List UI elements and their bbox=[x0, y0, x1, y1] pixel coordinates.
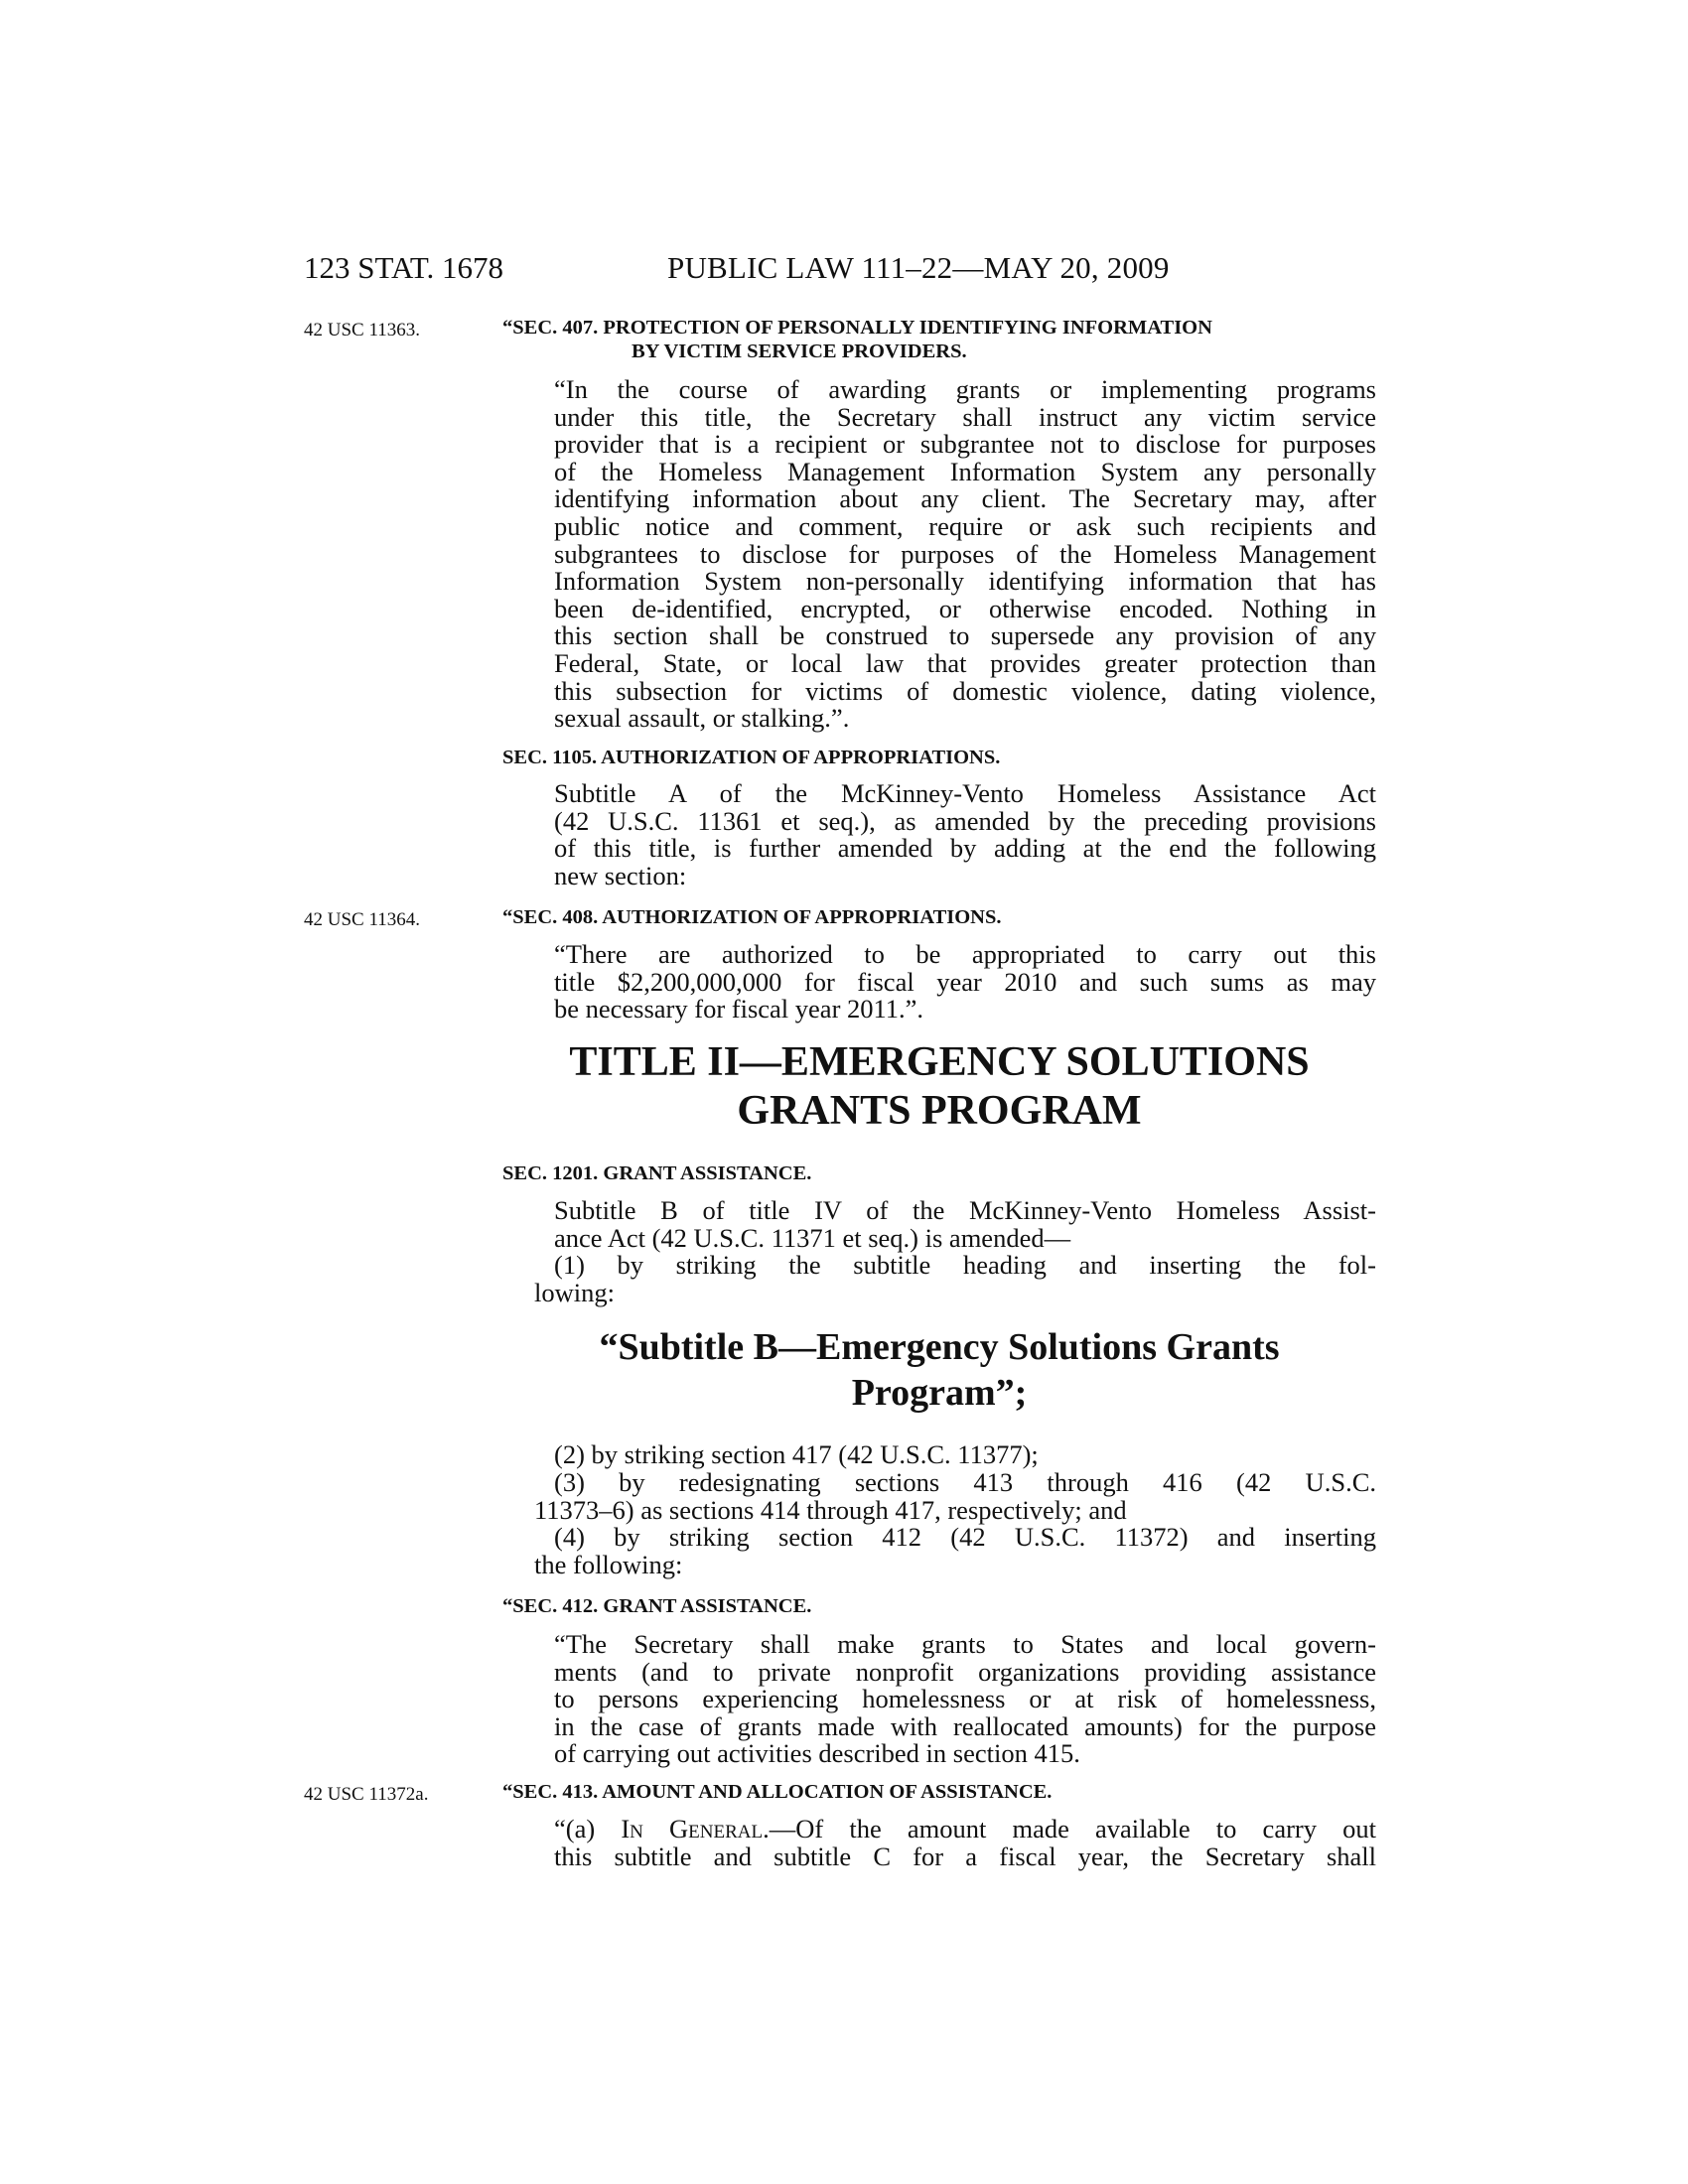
title-ii-line2: GRANTS PROGRAM bbox=[737, 1088, 1142, 1134]
section-408-heading: “SEC. 408. AUTHORIZATION OF APPROPRIATIONS. bbox=[502, 906, 1002, 928]
text-line: sexual assault, or stalking.”. bbox=[554, 703, 850, 734]
text-line: (1) by striking the subtitle heading and inserting the fol- bbox=[554, 1250, 1376, 1280]
text-line: “The Secretary shall make grants to States and local govern- bbox=[554, 1629, 1376, 1659]
text-line: lowing: bbox=[534, 1277, 615, 1307]
text-line: Information System non-personally identifying information that has bbox=[554, 566, 1376, 597]
text-line: public notice and comment, require or ask such recipients and bbox=[554, 510, 1376, 541]
text-line: provider that is a recipient or subgrantee not to disclose for purposes bbox=[554, 429, 1376, 460]
text-line: subgrantees to disclose for purposes of the Homeless Management bbox=[554, 538, 1376, 569]
section-413-heading: “SEC. 413. AMOUNT AND ALLOCATION OF ASSISTANCE. bbox=[502, 1781, 1053, 1803]
amendment-item-4 bbox=[534, 1524, 1376, 1578]
text-line: identifying information about any client. The Secretary may, after bbox=[554, 483, 1376, 514]
section-408-body bbox=[502, 941, 1376, 1024]
text-line: been de-identified, encrypted, or otherwise encoded. Nothing in bbox=[554, 593, 1376, 623]
amendment-item-3 bbox=[534, 1469, 1376, 1524]
text-line: this subsection for victims of domestic violence, dating violence, bbox=[554, 675, 1376, 706]
paragraph-a-prefix: “(a) bbox=[554, 1814, 622, 1843]
text-line bbox=[502, 1816, 1376, 1843]
text-line: this subtitle and subtitle C for a fiscal year, the Secretary shall bbox=[554, 1841, 1376, 1871]
text-line: the following: bbox=[534, 1549, 683, 1579]
paragraph-a-caption: In General bbox=[621, 1814, 764, 1843]
text-line: title $2,200,000,000 for fiscal year 2010 and such sums as may bbox=[554, 966, 1376, 997]
text-line: 11373–6) as sections 414 through 417, respectively; and bbox=[534, 1494, 1127, 1525]
text-line: be necessary for fiscal year 2011.”. bbox=[554, 994, 924, 1024]
text-line: ments (and to private nonprofit organizations providing assistance bbox=[554, 1656, 1376, 1687]
section-412-body bbox=[502, 1631, 1376, 1768]
paragraph-a-line1-rest: .—Of the amount made available to carry out bbox=[763, 1814, 1376, 1843]
text-line: (2) by striking section 417 (42 U.S.C. 11377); bbox=[554, 1439, 1039, 1469]
text-line: ance Act (42 U.S.C. 11371 et seq.) is amended— bbox=[554, 1222, 1071, 1253]
section-1201-intro bbox=[502, 1197, 1376, 1252]
text-line: to persons experiencing homelessness or at risk of homelessness, bbox=[554, 1684, 1376, 1714]
subtitle-b-line2: Program”; bbox=[851, 1372, 1028, 1414]
margin-note-usc-11364: 42 USC 11364. bbox=[304, 909, 421, 930]
text-line: (3) by redesignating sections 413 through 416 (42 U.S.C. bbox=[554, 1467, 1376, 1497]
title-ii-heading bbox=[502, 1038, 1376, 1136]
statute-page-number: 123 STAT. 1678 bbox=[304, 250, 504, 285]
text-line: of this title, is further amended by adding at the end the following bbox=[554, 833, 1376, 864]
text-line: Federal, State, or local law that provides greater protection than bbox=[554, 647, 1376, 678]
title-ii-line1: TITLE II—EMERGENCY SOLUTIONS bbox=[569, 1039, 1310, 1085]
text-line: of carrying out activities described in section 415. bbox=[554, 1738, 1080, 1769]
section-1201-heading: SEC. 1201. GRANT ASSISTANCE. bbox=[502, 1162, 812, 1184]
text-line: (42 U.S.C. 11361 et seq.), as amended by the preceding provisions bbox=[554, 805, 1376, 836]
margin-note-usc-11363: 42 USC 11363. bbox=[304, 320, 421, 341]
section-407-heading-line2: BY VICTIM SERVICE PROVIDERS. bbox=[632, 341, 967, 362]
section-1105-heading: SEC. 1105. AUTHORIZATION OF APPROPRIATIONS. bbox=[502, 747, 1001, 768]
section-412-heading: “SEC. 412. GRANT ASSISTANCE. bbox=[502, 1595, 812, 1617]
section-407-body bbox=[502, 376, 1376, 733]
section-407-heading-line1: “SEC. 407. PROTECTION OF PERSONALLY IDENTIFYING INFORMATION bbox=[502, 317, 1212, 339]
text-line: (4) by striking section 412 (42 U.S.C. 11372) and inserting bbox=[554, 1522, 1376, 1552]
section-1105-body bbox=[502, 780, 1376, 889]
text-line: Subtitle A of the McKinney-Vento Homeless Assistance Act bbox=[554, 778, 1376, 808]
section-407-heading bbox=[502, 316, 1376, 363]
text-line: in the case of grants made with reallocated amounts) for the purpose bbox=[554, 1710, 1376, 1741]
page-header bbox=[304, 250, 1376, 290]
text-line: of the Homeless Management Information System any personally bbox=[554, 456, 1376, 486]
subtitle-b-line1: “Subtitle B—Emergency Solutions Grants bbox=[599, 1326, 1280, 1368]
amendment-item-2 bbox=[534, 1441, 1376, 1469]
subtitle-b-heading bbox=[502, 1324, 1376, 1416]
public-law-citation: PUBLIC LAW 111–22—MAY 20, 2009 bbox=[667, 250, 1170, 285]
text-line: new section: bbox=[554, 860, 687, 890]
text-line: “In the course of awarding grants or implementing programs bbox=[554, 374, 1376, 404]
text-line: Subtitle B of title IV of the McKinney-Vento Homeless Assist- bbox=[554, 1195, 1376, 1225]
amendment-item-1 bbox=[534, 1252, 1376, 1306]
text-line: this section shall be construed to supersede any provision of any bbox=[554, 620, 1376, 651]
text-line: “There are authorized to be appropriated to carry out this bbox=[554, 939, 1376, 969]
margin-note-usc-11372a: 42 USC 11372a. bbox=[304, 1784, 429, 1805]
section-413-body bbox=[502, 1816, 1376, 1870]
text-line: under this title, the Secretary shall instruct any victim service bbox=[554, 401, 1376, 432]
